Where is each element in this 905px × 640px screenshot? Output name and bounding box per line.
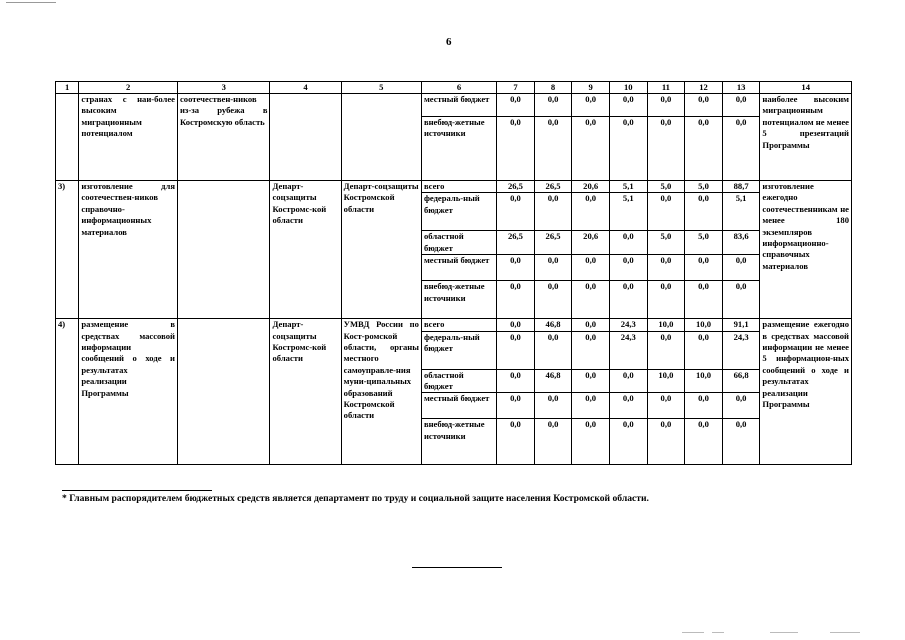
scan-artifact — [682, 632, 704, 633]
amount-cell: 0,0 — [685, 193, 723, 231]
amount-cell: 26,5 — [534, 231, 572, 255]
amount-cell: 0,0 — [647, 193, 685, 231]
column-number: 11 — [647, 82, 685, 94]
column-number: 14 — [760, 82, 852, 94]
amount-cell: 0,0 — [685, 419, 723, 465]
amount-cell: 0,0 — [572, 94, 610, 117]
table-row — [56, 94, 852, 117]
funding-source: внебюд-жетные источники — [421, 419, 496, 465]
header-row — [56, 82, 852, 94]
amount-cell: 0,0 — [647, 393, 685, 419]
coexecutor-cell: Департ-соцзащиты Костромской области — [341, 181, 421, 319]
amount-cell: 0,0 — [534, 419, 572, 465]
amount-cell: 0,0 — [572, 255, 610, 281]
column-number: 8 — [534, 82, 572, 94]
column-number: 5 — [341, 82, 421, 94]
amount-cell: 0,0 — [497, 193, 535, 231]
top-scan-line — [6, 2, 56, 3]
amount-cell: 5,1 — [609, 181, 647, 193]
amount-cell: 5,0 — [685, 181, 723, 193]
amount-cell: 0,0 — [534, 331, 572, 369]
amount-cell: 0,0 — [497, 255, 535, 281]
amount-cell: 26,5 — [497, 181, 535, 193]
amount-cell: 46,8 — [534, 319, 572, 331]
column-number: 13 — [722, 82, 760, 94]
table-row — [56, 319, 852, 331]
table-row — [56, 181, 852, 193]
column-number: 12 — [685, 82, 723, 94]
footnote-separator — [62, 490, 212, 491]
amount-cell: 0,0 — [572, 331, 610, 369]
amount-cell: 0,0 — [647, 331, 685, 369]
amount-cell: 10,0 — [685, 369, 723, 393]
amount-cell: 24,3 — [722, 331, 760, 369]
amount-cell: 0,0 — [534, 94, 572, 117]
amount-cell: 0,0 — [722, 117, 760, 181]
amount-cell: 5,0 — [685, 231, 723, 255]
amount-cell: 0,0 — [534, 117, 572, 181]
amount-cell: 91,1 — [722, 319, 760, 331]
amount-cell: 24,3 — [609, 331, 647, 369]
amount-cell: 0,0 — [647, 117, 685, 181]
amount-cell: 0,0 — [722, 255, 760, 281]
amount-cell: 0,0 — [685, 117, 723, 181]
activity-cell: странах с наи-более высоким миграционным потенциалом — [79, 94, 178, 181]
indicator-cell: размещение ежегодно в средствах массовой информации не менее 5 информацион-ных сообщений о ходе и результатах реализации Программы — [760, 319, 852, 465]
amount-cell: 46,8 — [534, 369, 572, 393]
amount-cell: 5,0 — [647, 231, 685, 255]
amount-cell: 0,0 — [497, 369, 535, 393]
column-number: 3 — [177, 82, 270, 94]
amount-cell: 0,0 — [609, 369, 647, 393]
amount-cell: 20,6 — [572, 231, 610, 255]
amount-cell: 0,0 — [647, 419, 685, 465]
amount-cell: 0,0 — [647, 94, 685, 117]
funding-source: всего — [421, 181, 496, 193]
amount-cell: 5,1 — [722, 193, 760, 231]
funding-source: федераль-ный бюджет — [421, 193, 496, 231]
amount-cell: 0,0 — [722, 281, 760, 319]
amount-cell: 0,0 — [497, 94, 535, 117]
column-number: 9 — [572, 82, 610, 94]
amount-cell: 20,6 — [572, 181, 610, 193]
column-number: 6 — [421, 82, 496, 94]
amount-cell: 66,8 — [722, 369, 760, 393]
column-number: 4 — [270, 82, 341, 94]
amount-cell: 0,0 — [609, 117, 647, 181]
page-number: 6 — [446, 36, 452, 48]
amount-cell: 24,3 — [609, 319, 647, 331]
amount-cell: 0,0 — [685, 281, 723, 319]
amount-cell: 0,0 — [572, 117, 610, 181]
funding-source: областной бюджет — [421, 231, 496, 255]
coexecutor-cell: УМВД России по Кост-ромской области, органы местного самоуправле-ния муни-ципальных образований Костромской области — [341, 319, 421, 465]
amount-cell: 0,0 — [572, 319, 610, 331]
target-cell — [177, 319, 270, 465]
amount-cell: 0,0 — [722, 94, 760, 117]
funding-source: областной бюджет — [421, 369, 496, 393]
column-number: 10 — [609, 82, 647, 94]
amount-cell: 0,0 — [572, 393, 610, 419]
funding-source: всего — [421, 319, 496, 331]
funding-source: внебюд-жетные источники — [421, 117, 496, 181]
amount-cell: 0,0 — [572, 281, 610, 319]
amount-cell: 0,0 — [534, 281, 572, 319]
item-number — [56, 94, 79, 181]
amount-cell: 0,0 — [534, 393, 572, 419]
amount-cell: 0,0 — [609, 94, 647, 117]
amount-cell: 0,0 — [609, 231, 647, 255]
footnote: * Главным распорядителем бюджетных средств является департамент по труду и социальной защите населения Костромской области. — [62, 493, 649, 504]
amount-cell: 88,7 — [722, 181, 760, 193]
amount-cell: 0,0 — [609, 419, 647, 465]
amount-cell: 0,0 — [572, 193, 610, 231]
scan-artifact — [770, 632, 798, 633]
funding-source: федераль-ный бюджет — [421, 331, 496, 369]
amount-cell: 10,0 — [685, 319, 723, 331]
target-cell: соотечествен-ников из-за рубежа в Костромскую область — [177, 94, 270, 181]
amount-cell: 5,1 — [609, 193, 647, 231]
amount-cell: 0,0 — [722, 393, 760, 419]
activity-cell: изготовление для соотечествен-ников справочно-информационных материалов — [79, 181, 178, 319]
scan-artifact — [830, 632, 860, 633]
amount-cell: 0,0 — [497, 319, 535, 331]
amount-cell: 10,0 — [647, 369, 685, 393]
funding-source: местный бюджет — [421, 393, 496, 419]
amount-cell: 0,0 — [497, 117, 535, 181]
column-number: 1 — [56, 82, 79, 94]
amount-cell: 0,0 — [685, 94, 723, 117]
executor-cell: Департ-соцзащиты Костромс-кой области — [270, 319, 341, 465]
column-number: 7 — [497, 82, 535, 94]
amount-cell: 0,0 — [497, 393, 535, 419]
funding-source: местный бюджет — [421, 94, 496, 117]
item-number: 3) — [56, 181, 79, 319]
indicator-cell: наиболее высоким миграционным потенциалом не менее 5 презентаций Программы — [760, 94, 852, 181]
amount-cell: 0,0 — [534, 193, 572, 231]
amount-cell: 0,0 — [534, 255, 572, 281]
coexecutor-cell — [341, 94, 421, 181]
scan-artifact — [712, 632, 724, 633]
amount-cell: 0,0 — [609, 393, 647, 419]
amount-cell: 0,0 — [722, 419, 760, 465]
amount-cell: 0,0 — [609, 281, 647, 319]
amount-cell: 10,0 — [647, 319, 685, 331]
amount-cell: 0,0 — [647, 255, 685, 281]
amount-cell: 26,5 — [534, 181, 572, 193]
amount-cell: 0,0 — [497, 331, 535, 369]
indicator-cell: изготовление ежегодно соотечественникам не менее 180 экземпляров информационно-справочных материалов — [760, 181, 852, 319]
amount-cell: 0,0 — [572, 369, 610, 393]
end-of-page-rule — [412, 567, 502, 568]
amount-cell: 0,0 — [685, 255, 723, 281]
funding-source: местный бюджет — [421, 255, 496, 281]
amount-cell: 0,0 — [609, 255, 647, 281]
amount-cell: 5,0 — [647, 181, 685, 193]
target-cell — [177, 181, 270, 319]
amount-cell: 0,0 — [497, 281, 535, 319]
amount-cell: 0,0 — [497, 419, 535, 465]
amount-cell: 0,0 — [685, 331, 723, 369]
amount-cell: 26,5 — [497, 231, 535, 255]
executor-cell: Департ-соцзащиты Костромс-кой области — [270, 181, 341, 319]
amount-cell: 0,0 — [572, 419, 610, 465]
program-activities-table — [55, 81, 852, 465]
amount-cell: 0,0 — [647, 281, 685, 319]
executor-cell — [270, 94, 341, 181]
column-number: 2 — [79, 82, 178, 94]
item-number: 4) — [56, 319, 79, 465]
activity-cell: размещение в средствах массовой информации сообщений о ходе и результатах реализации Программы — [79, 319, 178, 465]
funding-source: внебюд-жетные источники — [421, 281, 496, 319]
amount-cell: 83,6 — [722, 231, 760, 255]
amount-cell: 0,0 — [685, 393, 723, 419]
